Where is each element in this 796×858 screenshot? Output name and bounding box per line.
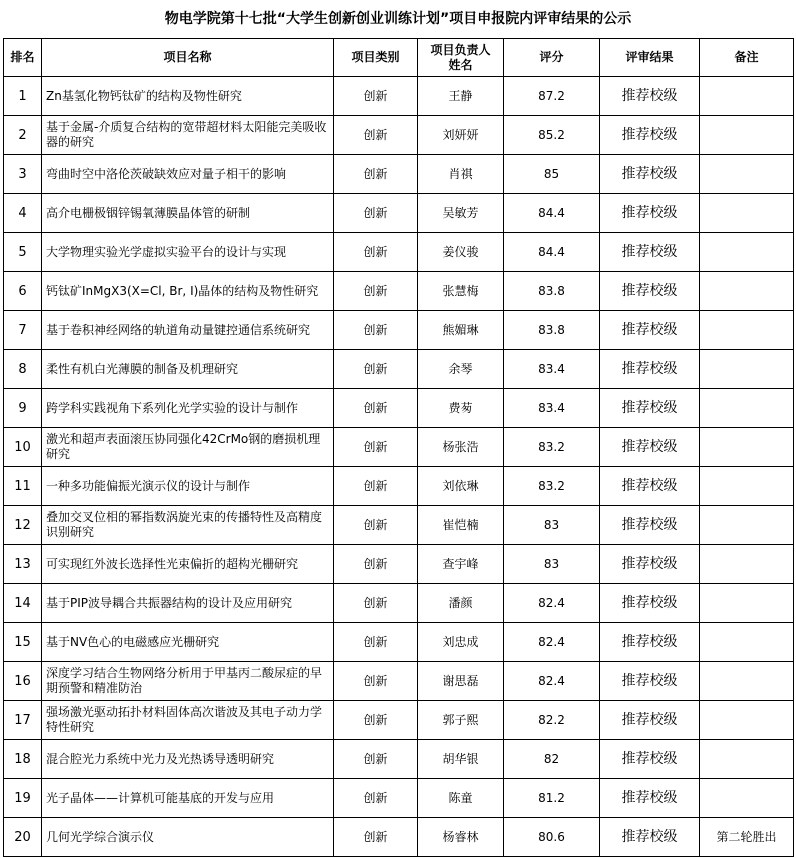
cell-score: 87.2 — [504, 77, 600, 116]
cell-result: 推荐校级 — [600, 506, 700, 545]
cell-result: 推荐校级 — [600, 350, 700, 389]
cell-note — [700, 272, 794, 311]
cell-note — [700, 116, 794, 155]
cell-result: 推荐校级 — [600, 623, 700, 662]
table-header-row — [4, 39, 794, 77]
table-row — [4, 818, 794, 857]
cell-score: 82 — [504, 740, 600, 779]
cell-rank: 7 — [4, 311, 42, 350]
cell-project-name: 基于金属-介质复合结构的宽带超材料太阳能完美吸收器的研究 — [42, 116, 334, 155]
cell-leader: 郭子熙 — [418, 701, 504, 740]
cell-note — [700, 350, 794, 389]
header-leader-line2: 姓名 — [448, 57, 473, 72]
cell-result: 推荐校级 — [600, 467, 700, 506]
cell-leader: 谢思磊 — [418, 662, 504, 701]
cell-leader: 刘妍妍 — [418, 116, 504, 155]
cell-leader: 刘依琳 — [418, 467, 504, 506]
cell-result: 推荐校级 — [600, 194, 700, 233]
cell-result: 推荐校级 — [600, 779, 700, 818]
cell-score: 83.4 — [504, 389, 600, 428]
cell-note — [700, 233, 794, 272]
cell-category: 创新 — [334, 155, 418, 194]
cell-rank: 6 — [4, 272, 42, 311]
cell-leader: 费茐 — [418, 389, 504, 428]
cell-score: 82.2 — [504, 701, 600, 740]
table-row — [4, 467, 794, 506]
results-table — [3, 38, 794, 857]
cell-result: 推荐校级 — [600, 116, 700, 155]
cell-project-name: 柔性有机白光薄膜的制备及机理研究 — [42, 350, 334, 389]
cell-note — [700, 545, 794, 584]
cell-result: 推荐校级 — [600, 584, 700, 623]
cell-score: 82.4 — [504, 623, 600, 662]
cell-project-name: Zn基氢化物钙钛矿的结构及物性研究 — [42, 77, 334, 116]
cell-note — [700, 77, 794, 116]
cell-rank: 14 — [4, 584, 42, 623]
cell-category: 创新 — [334, 467, 418, 506]
cell-category: 创新 — [334, 350, 418, 389]
header-score: 评分 — [504, 39, 600, 77]
cell-category: 创新 — [334, 389, 418, 428]
cell-score: 83.2 — [504, 428, 600, 467]
table-row — [4, 545, 794, 584]
cell-rank: 13 — [4, 545, 42, 584]
page-title: 物电学院第十七批“大学生创新创业训练计划”项目申报院内评审结果的公示 — [164, 11, 632, 27]
cell-category: 创新 — [334, 779, 418, 818]
cell-category: 创新 — [334, 623, 418, 662]
cell-category: 创新 — [334, 545, 418, 584]
cell-result: 推荐校级 — [600, 701, 700, 740]
table-row — [4, 662, 794, 701]
cell-leader: 肖祺 — [418, 155, 504, 194]
table-row — [4, 116, 794, 155]
cell-score: 83.2 — [504, 467, 600, 506]
cell-project-name: 跨学科实践视角下系列化光学实验的设计与制作 — [42, 389, 334, 428]
cell-note — [700, 389, 794, 428]
table-row — [4, 701, 794, 740]
cell-category: 创新 — [334, 428, 418, 467]
cell-score: 82.4 — [504, 584, 600, 623]
cell-leader: 杨张浩 — [418, 428, 504, 467]
cell-rank: 16 — [4, 662, 42, 701]
cell-category: 创新 — [334, 77, 418, 116]
cell-leader: 刘忠成 — [418, 623, 504, 662]
cell-rank: 5 — [4, 233, 42, 272]
cell-result: 推荐校级 — [600, 155, 700, 194]
cell-note — [700, 311, 794, 350]
cell-rank: 3 — [4, 155, 42, 194]
cell-result: 推荐校级 — [600, 272, 700, 311]
table-row — [4, 272, 794, 311]
cell-category: 创新 — [334, 701, 418, 740]
cell-rank: 8 — [4, 350, 42, 389]
cell-note: 第二轮胜出 — [700, 818, 794, 857]
table-row — [4, 740, 794, 779]
cell-note — [700, 428, 794, 467]
cell-project-name: 激光和超声表面滚压协同强化42CrMo钢的磨损机理研究 — [42, 428, 334, 467]
cell-rank: 2 — [4, 116, 42, 155]
cell-note — [700, 740, 794, 779]
cell-score: 83.8 — [504, 272, 600, 311]
cell-project-name: 高介电栅极铟锌锡氧薄膜晶体管的研制 — [42, 194, 334, 233]
table-row — [4, 233, 794, 272]
header-result: 评审结果 — [600, 39, 700, 77]
cell-project-name: 弯曲时空中洛伦茨破缺效应对量子相干的影响 — [42, 155, 334, 194]
cell-score: 80.6 — [504, 818, 600, 857]
cell-rank: 9 — [4, 389, 42, 428]
cell-project-name: 几何光学综合演示仪 — [42, 818, 334, 857]
cell-result: 推荐校级 — [600, 77, 700, 116]
cell-leader: 余琴 — [418, 350, 504, 389]
cell-result: 推荐校级 — [600, 662, 700, 701]
cell-result: 推荐校级 — [600, 428, 700, 467]
cell-score: 85 — [504, 155, 600, 194]
cell-note — [700, 779, 794, 818]
cell-project-name: 大学物理实验光学虚拟实验平台的设计与实现 — [42, 233, 334, 272]
cell-result: 推荐校级 — [600, 233, 700, 272]
cell-note — [700, 467, 794, 506]
cell-project-name: 钙钛矿InMgX3(X=Cl, Br, I)晶体的结构及物性研究 — [42, 272, 334, 311]
table-row — [4, 77, 794, 116]
cell-note — [700, 506, 794, 545]
cell-leader: 王静 — [418, 77, 504, 116]
cell-category: 创新 — [334, 818, 418, 857]
header-rank: 排名 — [4, 39, 42, 77]
table-row — [4, 779, 794, 818]
cell-leader: 熊媚琳 — [418, 311, 504, 350]
cell-score: 85.2 — [504, 116, 600, 155]
cell-leader: 查宇峰 — [418, 545, 504, 584]
cell-rank: 20 — [4, 818, 42, 857]
cell-project-name: 一种多功能偏振光演示仪的设计与制作 — [42, 467, 334, 506]
cell-category: 创新 — [334, 584, 418, 623]
table-row — [4, 194, 794, 233]
cell-rank: 15 — [4, 623, 42, 662]
cell-category: 创新 — [334, 233, 418, 272]
header-category: 项目类别 — [334, 39, 418, 77]
cell-leader: 杨睿林 — [418, 818, 504, 857]
cell-leader: 潘颜 — [418, 584, 504, 623]
cell-rank: 18 — [4, 740, 42, 779]
cell-rank: 12 — [4, 506, 42, 545]
header-leader-line1: 项目负责人 — [430, 42, 491, 57]
cell-project-name: 强场激光驱动拓扑材料固体高次谐波及其电子动力学特性研究 — [42, 701, 334, 740]
cell-project-name: 基于卷积神经网络的轨道角动量键控通信系统研究 — [42, 311, 334, 350]
cell-leader: 陈童 — [418, 779, 504, 818]
table-row — [4, 311, 794, 350]
cell-note — [700, 623, 794, 662]
cell-project-name: 混合腔光力系统中光力及光热诱导透明研究 — [42, 740, 334, 779]
cell-result: 推荐校级 — [600, 740, 700, 779]
cell-project-name: 叠加交叉位相的幂指数涡旋光束的传播特性及高精度识别研究 — [42, 506, 334, 545]
cell-score: 83 — [504, 545, 600, 584]
cell-project-name: 可实现红外波长选择性光束偏折的超构光栅研究 — [42, 545, 334, 584]
table-row — [4, 428, 794, 467]
header-note: 备注 — [700, 39, 794, 77]
header-project-name: 项目名称 — [42, 39, 334, 77]
cell-category: 创新 — [334, 194, 418, 233]
cell-leader: 胡华银 — [418, 740, 504, 779]
cell-score: 83.8 — [504, 311, 600, 350]
cell-result: 推荐校级 — [600, 389, 700, 428]
cell-score: 84.4 — [504, 194, 600, 233]
cell-rank: 1 — [4, 77, 42, 116]
cell-result: 推荐校级 — [600, 818, 700, 857]
cell-note — [700, 155, 794, 194]
cell-rank: 17 — [4, 701, 42, 740]
cell-project-name: 基于NV色心的电磁感应光栅研究 — [42, 623, 334, 662]
table-row — [4, 155, 794, 194]
cell-score: 81.2 — [504, 779, 600, 818]
cell-score: 83 — [504, 506, 600, 545]
cell-project-name: 深度学习结合生物网络分析用于甲基丙二酸尿症的早期预警和精准防治 — [42, 662, 334, 701]
cell-rank: 10 — [4, 428, 42, 467]
cell-note — [700, 701, 794, 740]
cell-note — [700, 662, 794, 701]
cell-category: 创新 — [334, 272, 418, 311]
cell-result: 推荐校级 — [600, 311, 700, 350]
cell-project-name: 基于PIP波导耦合共振器结构的设计及应用研究 — [42, 584, 334, 623]
cell-category: 创新 — [334, 311, 418, 350]
table-row — [4, 350, 794, 389]
table-row — [4, 584, 794, 623]
cell-rank: 19 — [4, 779, 42, 818]
header-leader — [418, 39, 504, 77]
cell-leader: 张慧梅 — [418, 272, 504, 311]
cell-rank: 11 — [4, 467, 42, 506]
cell-rank: 4 — [4, 194, 42, 233]
cell-note — [700, 584, 794, 623]
cell-category: 创新 — [334, 662, 418, 701]
cell-result: 推荐校级 — [600, 545, 700, 584]
table-row — [4, 623, 794, 662]
cell-project-name: 光子晶体——计算机可能基底的开发与应用 — [42, 779, 334, 818]
cell-score: 82.4 — [504, 662, 600, 701]
cell-score: 84.4 — [504, 233, 600, 272]
table-row — [4, 506, 794, 545]
cell-category: 创新 — [334, 116, 418, 155]
cell-leader: 崔恺楠 — [418, 506, 504, 545]
cell-category: 创新 — [334, 506, 418, 545]
cell-score: 83.4 — [504, 350, 600, 389]
cell-category: 创新 — [334, 740, 418, 779]
cell-leader: 吴敏芳 — [418, 194, 504, 233]
cell-note — [700, 194, 794, 233]
cell-leader: 姜仪骏 — [418, 233, 504, 272]
table-row — [4, 389, 794, 428]
